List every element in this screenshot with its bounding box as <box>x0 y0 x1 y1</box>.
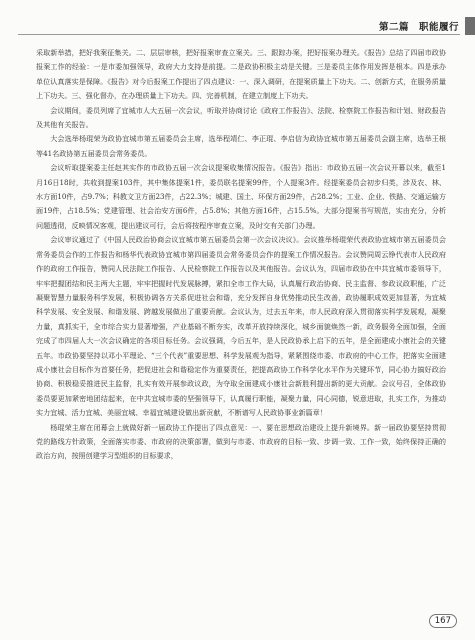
article-body <box>36 46 446 464</box>
paragraph-1: 采取新举措，把好我案征集关。二、层层审核，把好报案审查立案关。三、跟踪办案，把好报案办理关。《报告》总结了四届市政协报案工作的经验：一是市委加强领导，政府大力支持是前提。二是政协积极主动是关键。三是委员主体作用发挥是根本。四是承办单位认真落实是保障。《报告》对今后报案工作提出了四点建议：一、深入调研，在提案质量上下功夫。二、创新方式，在服务质量上下功夫。三、强化督办，在办理质量上下功夫。四、完善机制，在建立制度上下功夫。 <box>36 48 446 101</box>
header-tab-marker <box>465 17 475 35</box>
paragraph-4: 会议听取提案委主任赵其实作的市政协五届一次会议提案收集情况报告。《报告》指出：市政协五届一次会议开幕以来，截至1月16日18时，共收到提案103件，其中集体提案1件，委员联名提案99件，个人提案3件。经提案委员会初步归类，涉及农、林、水方面10件，占9.7%；科教文卫方面23件，占22.3%；城建、国土、环保方面29件，占28.2%；工业、企业、铁路、交通运输方面19件，占18.5%；党建管理、社会治安方面6件，占5.8%；其他方面16件，占15.5%。大部分提案书写规范，实由充分，分析问题透彻，反映情况客观，提出建议可行，会后将按程序审查立案，及时交有关部门办理。 <box>36 163 446 230</box>
page-number: 167 <box>429 614 457 628</box>
paragraph-3: 大会选举杨琨荣为政协宜城市第五届委员会主席，选举程靖仁、李正琨、李启信为政协宜城市第五届委员会副主席，选举王根等41名政协第五届委员会常务委员。 <box>36 134 446 158</box>
section-title: 第二篇 职能履行 <box>378 22 459 33</box>
paragraph-5: 会议审议通过了《中国人民政治协商会议宜城市第五届委员会第一次会议决议》。会议推举杨琨荣代表政协宜城市第五届委员会常务委员会作的工作报告和杨华代表政协宜城市第四届委员会常务委员会作的提案工作情况报告。会议赞同周云铮代表市人民政府作的政府工作报告，赞同人民法院工作报告、人民检察院工作报告以及其他报告。会议认为，四届市政协在中共宜城市委领导下，牢牢把握团结和民主两大主题，牢牢把握时代发展脉搏，紧扣全市工作大局，认真履行政治协商、民主监督、参政议政职能，广泛凝聚智慧力量服务科学发展，积极协调各方关系促进社会和谐，充分发挥自身优势推动民生改善，政协履职成效更加显著，为宜城科学发展、安全发展、和谐发展、跨越发展做出了重要贡献。会议认为，过去五年来，市人民政府深入贯彻落实科学发展观，凝聚力量，真抓实干，全市综合实力显著增强，产业基础不断夯实，改革开放持续深化，城乡面貌焕然一新，政务服务全面加强，全面完成了市四届人大一次会议确定的各项目标任务。会议强调，今后五年，是人民政协承上启下的五年，是全面建成小康社会的关键五年。市政协要坚持以邓小平理论、“三个代表”重要思想、科学发展观为指导，紧紧围绕市委、市政府的中心工作，把落实全面建成小康社会目标作为首要任务，把促进社会和谐稳定作为重要责任，把提高政协工作科学化水平作为关键环节，同心协力搞好政治协商、积极稳妥推进民主监督，扎实有效开展参政议政，为夺取全面建成小康社会新胜利提出新的更大贡献。会议号召，全体政协委员要更加紧密地团结起来，在中共宜城市委的坚强领导下，认真履行职能，凝聚力量，同心同德，锐意进取，扎实工作，为推动实力宜城、活力宜城、美丽宜城、幸福宜城建设做出新贡献，不断谱写人民政协事业新篇章！ <box>36 235 446 418</box>
paragraph-6: 杨琨荣主席在闭幕会上就做好新一届政协工作提出了四点意见：一、要在思想政治建设上提升新境界。新一届政协要坚持贯彻党的路线方针政策，全面落实市委、市政府的决策部署，做到与市委、市政府的目标一致、步调一致、工作一致，始终保持正确的政治方向，按照创建学习型组织的目标要求， <box>36 422 446 461</box>
paragraph-2: 会议期间，委员列席了宜城市人大五届一次会议，听取并协商讨论《政府工作报告》、法院、检察院工作报告和计划、财政报告及其他有关报告。 <box>36 105 446 130</box>
